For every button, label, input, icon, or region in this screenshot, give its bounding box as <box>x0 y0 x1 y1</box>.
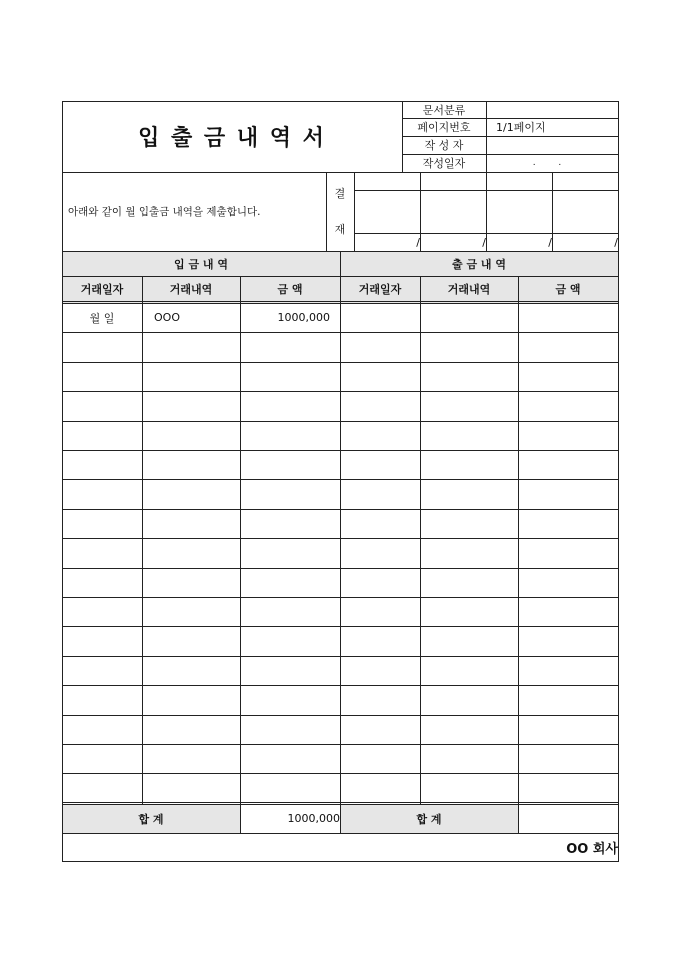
withdrawal-desc-cell[interactable] <box>420 538 518 567</box>
grid-line <box>62 773 619 774</box>
deposit-amount-cell[interactable]: 1000,000 <box>277 311 330 325</box>
withdrawal-date-cell[interactable] <box>340 450 420 479</box>
deposit-date-cell[interactable] <box>62 421 142 450</box>
meta-label-page: 페이지번호 <box>417 121 471 134</box>
withdrawal-amount-cell[interactable] <box>518 538 618 567</box>
grid-line <box>62 656 619 657</box>
withdrawal-amount-cell[interactable] <box>518 597 618 626</box>
grid-line <box>62 421 619 422</box>
withdrawal-amount-cell[interactable] <box>518 715 618 744</box>
deposit-amount-cell[interactable] <box>240 421 340 450</box>
document-title: 입 출 금 내 역 서 <box>138 126 326 151</box>
deposit-date-cell[interactable] <box>62 685 142 714</box>
deposit-col-amount: 금 액 <box>277 283 303 296</box>
withdrawal-amount-cell[interactable] <box>518 303 618 332</box>
deposit-amount-cell[interactable] <box>240 685 340 714</box>
deposit-date-cell[interactable] <box>62 509 142 538</box>
withdrawal-desc-cell[interactable] <box>420 656 518 685</box>
grid-line <box>402 136 619 137</box>
meta-value-author[interactable] <box>486 136 628 154</box>
grid-line <box>518 276 519 833</box>
grid-line <box>326 172 327 251</box>
withdrawal-desc-cell[interactable] <box>420 597 518 626</box>
statement-text: 아래와 같이 월 입출금 내역을 제출합니다. <box>68 206 261 218</box>
deposit-amount-cell[interactable] <box>240 332 340 361</box>
withdrawal-date-cell[interactable] <box>340 626 420 655</box>
deposit-amount-cell[interactable] <box>240 597 340 626</box>
grid-line <box>62 568 619 569</box>
withdrawal-date-cell[interactable] <box>340 568 420 597</box>
grid-line <box>62 332 619 333</box>
grid-line <box>62 362 619 363</box>
deposit-date-cell[interactable]: 월 일 <box>89 311 115 325</box>
withdrawal-date-cell[interactable] <box>340 391 420 420</box>
grid-line <box>240 276 241 833</box>
withdrawal-amount-cell[interactable] <box>518 744 618 773</box>
grid-line <box>354 172 355 251</box>
withdrawal-date-cell[interactable] <box>340 685 420 714</box>
deposit-amount-cell[interactable] <box>240 568 340 597</box>
withdrawal-desc-cell[interactable] <box>420 626 518 655</box>
withdrawal-desc-cell[interactable] <box>420 479 518 508</box>
withdrawal-col-desc: 거래내역 <box>447 283 491 296</box>
withdrawal-date-cell[interactable] <box>340 597 420 626</box>
grid-line <box>62 685 619 686</box>
meta-value-category[interactable] <box>486 101 628 118</box>
deposit-amount-cell[interactable] <box>240 450 340 479</box>
deposit-date-cell[interactable] <box>62 568 142 597</box>
withdrawal-date-cell[interactable] <box>340 715 420 744</box>
deposit-amount-cell[interactable] <box>240 715 340 744</box>
deposit-date-cell[interactable] <box>62 391 142 420</box>
deposit-date-cell[interactable] <box>62 626 142 655</box>
deposit-desc-cell[interactable]: OOO <box>154 311 180 325</box>
withdrawal-date-cell[interactable] <box>340 538 420 567</box>
withdrawal-desc-cell[interactable] <box>420 744 518 773</box>
withdrawal-col-amount: 금 액 <box>555 283 581 296</box>
deposit-desc-cell[interactable] <box>142 744 240 773</box>
grid-line <box>340 251 341 833</box>
deposit-desc-cell[interactable] <box>142 450 240 479</box>
approval-date-2[interactable]: / <box>482 235 486 249</box>
deposit-desc-cell[interactable] <box>142 509 240 538</box>
grid-line <box>62 744 619 745</box>
grid-line <box>62 391 619 392</box>
deposit-amount-cell[interactable] <box>240 391 340 420</box>
withdrawal-section-title: 출 금 내 역 <box>452 257 506 271</box>
withdrawal-amount-cell[interactable] <box>518 362 618 391</box>
deposit-desc-cell[interactable] <box>142 773 240 802</box>
withdrawal-desc-cell[interactable] <box>420 303 518 332</box>
deposit-amount-cell[interactable] <box>240 626 340 655</box>
grid-line <box>62 509 619 510</box>
withdrawal-date-cell[interactable] <box>340 479 420 508</box>
approval-date-3[interactable]: / <box>548 235 552 249</box>
deposit-desc-cell[interactable] <box>142 568 240 597</box>
approval-label-1: 결 <box>334 187 346 200</box>
withdrawal-date-cell[interactable] <box>340 421 420 450</box>
deposit-desc-cell[interactable] <box>142 479 240 508</box>
deposit-amount-cell[interactable] <box>240 538 340 567</box>
grid-line <box>62 479 619 480</box>
approval-date-4[interactable]: / <box>614 235 618 249</box>
withdrawal-date-cell[interactable] <box>340 303 420 332</box>
withdrawal-amount-cell[interactable] <box>518 568 618 597</box>
withdrawal-date-cell[interactable] <box>340 509 420 538</box>
deposit-amount-cell[interactable] <box>240 656 340 685</box>
grid-line <box>62 101 63 861</box>
grid-line <box>354 233 619 234</box>
grid-line <box>402 154 619 155</box>
deposit-date-cell[interactable] <box>62 538 142 567</box>
deposit-date-cell[interactable] <box>62 773 142 802</box>
withdrawal-desc-cell[interactable] <box>420 421 518 450</box>
deposit-date-cell[interactable] <box>62 450 142 479</box>
deposit-desc-cell[interactable] <box>142 597 240 626</box>
grid-line <box>354 190 619 191</box>
deposit-date-cell[interactable] <box>62 597 142 626</box>
deposit-date-cell[interactable] <box>62 656 142 685</box>
grid-line <box>62 172 619 173</box>
grid-line <box>62 597 619 598</box>
meta-label-category: 문서분류 <box>422 103 466 117</box>
grid-line <box>486 101 487 172</box>
meta-value-date[interactable]: . . <box>532 158 572 168</box>
grid-line <box>552 172 553 251</box>
grid-line <box>420 276 421 804</box>
meta-label-date: 작성일자 <box>422 157 466 170</box>
deposit-total-amount: 1000,000 <box>287 812 340 825</box>
grid-line <box>62 802 619 805</box>
withdrawal-amount-cell[interactable] <box>518 509 618 538</box>
deposit-section-title: 입 금 내 역 <box>174 257 228 271</box>
withdrawal-amount-cell[interactable] <box>518 626 618 655</box>
withdrawal-date-cell[interactable] <box>340 332 420 361</box>
withdrawal-col-date: 거래일자 <box>358 283 402 296</box>
withdrawal-amount-cell[interactable] <box>518 479 618 508</box>
withdrawal-amount-cell[interactable] <box>518 685 618 714</box>
deposit-desc-cell[interactable] <box>142 538 240 567</box>
deposit-date-cell[interactable] <box>62 362 142 391</box>
deposit-desc-cell[interactable] <box>142 362 240 391</box>
grid-line <box>62 101 619 102</box>
deposit-desc-cell[interactable] <box>142 715 240 744</box>
grid-line <box>62 450 619 451</box>
meta-label-author: 작 성 자 <box>424 139 464 152</box>
approval-label-2: 재 <box>334 223 346 236</box>
grid-line <box>402 118 619 119</box>
deposit-date-cell[interactable] <box>62 479 142 508</box>
meta-value-page[interactable]: 1/1페이지 <box>496 121 546 134</box>
withdrawal-amount-cell[interactable] <box>518 450 618 479</box>
grid-line <box>420 172 421 251</box>
withdrawal-desc-cell[interactable] <box>420 332 518 361</box>
grid-line <box>62 301 619 304</box>
grid-line <box>62 538 619 539</box>
deposit-amount-cell[interactable] <box>240 479 340 508</box>
withdrawal-date-cell[interactable] <box>340 773 420 802</box>
deposit-col-date: 거래일자 <box>80 283 124 296</box>
grid-line <box>62 626 619 627</box>
withdrawal-amount-cell[interactable] <box>518 391 618 420</box>
withdrawal-total-amount <box>518 804 628 833</box>
withdrawal-desc-cell[interactable] <box>420 568 518 597</box>
deposit-desc-cell[interactable] <box>142 421 240 450</box>
withdrawal-desc-cell[interactable] <box>420 362 518 391</box>
deposit-desc-cell[interactable] <box>142 626 240 655</box>
withdrawal-desc-cell[interactable] <box>420 773 518 802</box>
deposit-amount-cell[interactable] <box>240 744 340 773</box>
grid-line <box>62 715 619 716</box>
deposit-desc-cell[interactable] <box>142 685 240 714</box>
withdrawal-desc-cell[interactable] <box>420 450 518 479</box>
withdrawal-desc-cell[interactable] <box>420 391 518 420</box>
deposit-date-cell[interactable] <box>62 744 142 773</box>
company-name: OO 회사 <box>566 841 618 857</box>
withdrawal-date-cell[interactable] <box>340 362 420 391</box>
deposit-desc-cell[interactable] <box>142 391 240 420</box>
approval-date-1[interactable]: / <box>416 235 420 249</box>
deposit-total-label: 합 계 <box>138 812 164 826</box>
deposit-date-cell[interactable] <box>62 332 142 361</box>
withdrawal-date-cell[interactable] <box>340 656 420 685</box>
deposit-amount-cell[interactable] <box>240 362 340 391</box>
withdrawal-desc-cell[interactable] <box>420 715 518 744</box>
deposit-col-desc: 거래내역 <box>169 283 213 296</box>
deposit-amount-cell[interactable] <box>240 509 340 538</box>
deposit-date-cell[interactable] <box>62 715 142 744</box>
withdrawal-amount-cell[interactable] <box>518 773 618 802</box>
grid-line <box>62 861 619 862</box>
grid-line <box>618 101 619 861</box>
withdrawal-desc-cell[interactable] <box>420 509 518 538</box>
deposit-desc-cell[interactable] <box>142 332 240 361</box>
withdrawal-desc-cell[interactable] <box>420 685 518 714</box>
grid-line <box>142 276 143 804</box>
grid-line <box>62 833 619 834</box>
withdrawal-amount-cell[interactable] <box>518 421 618 450</box>
grid-line <box>486 172 487 251</box>
deposit-amount-cell[interactable] <box>240 773 340 802</box>
withdrawal-total-label: 합 계 <box>416 812 442 826</box>
withdrawal-amount-cell[interactable] <box>518 332 618 361</box>
deposit-desc-cell[interactable] <box>142 656 240 685</box>
withdrawal-date-cell[interactable] <box>340 744 420 773</box>
grid-line <box>402 101 403 172</box>
withdrawal-amount-cell[interactable] <box>518 656 618 685</box>
